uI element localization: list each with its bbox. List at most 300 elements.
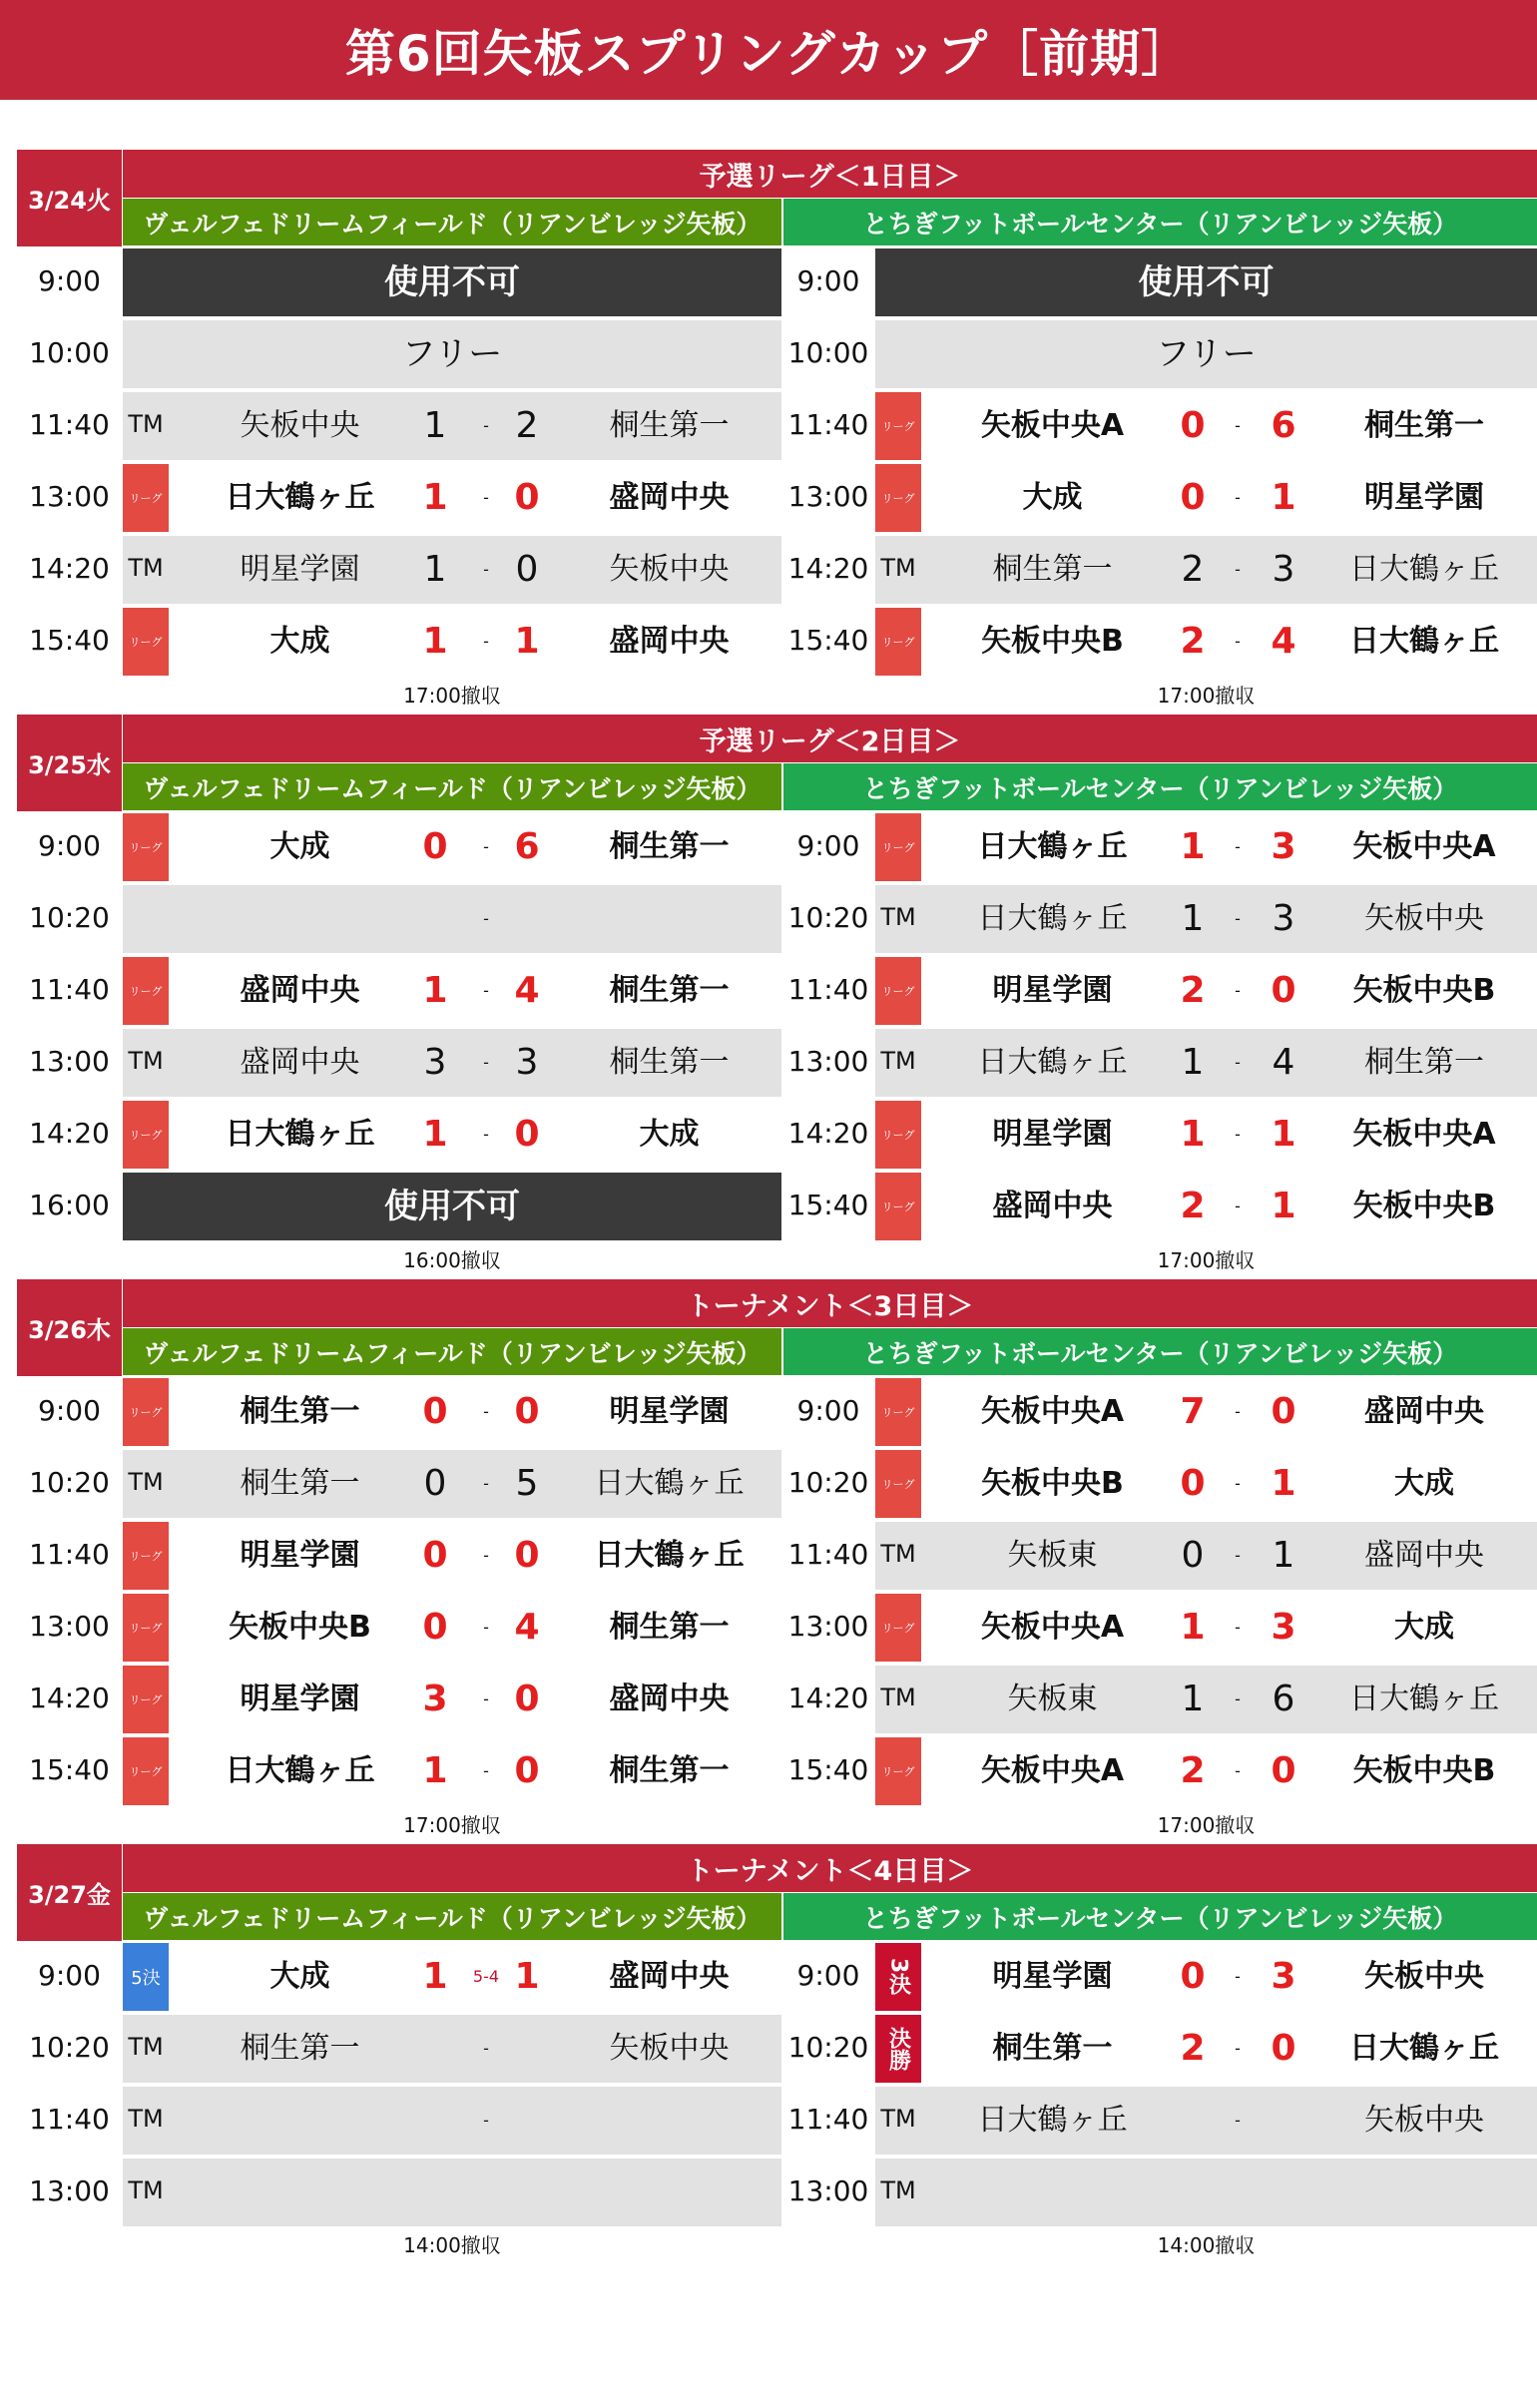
kickoff-time: 9:00 — [38, 264, 101, 297]
kickoff-time: 11:40 — [787, 408, 869, 441]
league-tag: リーグ — [875, 813, 921, 881]
score-separator: - — [1235, 2039, 1241, 2058]
match-row — [17, 2085, 1537, 2154]
match-row — [17, 534, 1537, 603]
match-row — [17, 883, 1537, 952]
home-score: 0 — [422, 1391, 448, 1432]
league-tag: リーグ — [875, 1378, 921, 1446]
away-team: 桐生第一 — [609, 829, 730, 864]
home-team: 矢板中央A — [980, 1753, 1125, 1788]
away-team: 明星学園 — [609, 1394, 730, 1429]
away-team: 明星学園 — [1364, 480, 1484, 515]
home-score: 0 — [1180, 1463, 1206, 1504]
match-row — [17, 1664, 1537, 1732]
day-block — [17, 715, 1537, 1278]
away-team: 大成 — [639, 1117, 700, 1152]
away-team: 矢板中央B — [1352, 1753, 1496, 1788]
score-separator: - — [483, 1618, 489, 1637]
score-separator: - — [1235, 1197, 1241, 1215]
away-score: 0 — [514, 1391, 540, 1432]
away-team: 盛岡中央 — [609, 1959, 730, 1994]
score-separator: - — [483, 488, 489, 507]
page-title: 第6回矢板スプリングカップ［前期］ — [0, 0, 1537, 100]
kickoff-time: 10:00 — [29, 336, 110, 369]
match-row — [17, 2013, 1537, 2082]
home-team: 日大鶴ヶ丘 — [977, 1045, 1128, 1080]
match-row — [17, 955, 1537, 1024]
away-team: 矢板中央 — [1364, 2103, 1484, 2138]
home-score: 2 — [1180, 2028, 1206, 2069]
score-separator: - — [1235, 1402, 1241, 1421]
league-tag: リーグ — [123, 1666, 169, 1733]
kickoff-time: 10:20 — [787, 1466, 869, 1499]
away-team: 盛岡中央 — [1364, 1538, 1484, 1573]
score-separator: - — [1235, 909, 1241, 928]
home-team: 日大鶴ヶ丘 — [977, 829, 1128, 864]
home-team: 日大鶴ヶ丘 — [977, 2103, 1128, 2138]
venue-header-1: ヴェルフェドリームフィールド（リアンビレッジ矢板） — [123, 199, 781, 245]
away-score: 3 — [1271, 826, 1296, 867]
kickoff-time: 10:00 — [787, 336, 869, 369]
match-type-tag: 3決 — [875, 1943, 921, 2011]
home-team: 日大鶴ヶ丘 — [977, 901, 1128, 936]
tm-mark: TM — [128, 1468, 164, 1496]
kickoff-time: 11:40 — [29, 1538, 110, 1571]
home-score: 1 — [1181, 1679, 1205, 1719]
kickoff-time: 9:00 — [38, 829, 101, 862]
kickoff-time: 14:20 — [29, 1682, 110, 1714]
home-score: 1 — [1180, 826, 1206, 867]
score-separator: - — [1235, 981, 1241, 1000]
kickoff-time: 13:00 — [787, 1045, 869, 1078]
home-team: 盛岡中央 — [992, 1189, 1113, 1223]
home-team: 明星学園 — [992, 1117, 1113, 1152]
kickoff-time: 13:00 — [787, 480, 869, 513]
away-score: 6 — [1271, 405, 1296, 446]
match-row — [17, 1941, 1537, 2010]
score-separator: - — [1235, 1125, 1241, 1144]
away-score: 0 — [514, 1114, 540, 1155]
kickoff-time: 13:00 — [787, 2174, 869, 2207]
kickoff-time: 15:40 — [29, 1753, 110, 1786]
home-score: 3 — [423, 1042, 447, 1083]
home-team: 矢板中央B — [229, 1610, 371, 1645]
kickoff-time: 13:00 — [29, 480, 110, 513]
venue-header-2: とちぎフットボールセンター（リアンビレッジ矢板） — [783, 763, 1537, 810]
match-row — [17, 390, 1537, 459]
close-time-note: 14:00撤収 — [403, 2233, 501, 2257]
league-tag: リーグ — [875, 1737, 921, 1805]
kickoff-time: 9:00 — [38, 1394, 101, 1427]
home-score: 1 — [1180, 1114, 1206, 1155]
home-team: 矢板中央A — [980, 408, 1125, 443]
unavailable-banner: 使用不可 — [384, 1187, 520, 1226]
score-separator: - — [1235, 1967, 1241, 1986]
free-banner: フリー — [1156, 334, 1257, 374]
tm-mark: TM — [880, 1684, 916, 1711]
away-score: 4 — [514, 1607, 540, 1648]
kickoff-time: 13:00 — [29, 1610, 110, 1643]
home-team: 矢板中央A — [980, 1394, 1125, 1429]
home-team: 大成 — [269, 1959, 330, 1994]
unavailable-banner: 使用不可 — [1138, 262, 1275, 302]
tm-mark: TM — [880, 903, 916, 931]
home-team: 矢板中央A — [980, 1610, 1125, 1645]
match-row — [17, 1735, 1537, 1804]
home-team: 日大鶴ヶ丘 — [225, 480, 375, 515]
away-score: 1 — [514, 621, 540, 662]
score-separator: - — [483, 909, 489, 928]
score-separator: - — [1235, 1761, 1241, 1780]
close-time-note: 17:00撤収 — [403, 684, 501, 708]
home-team: 大成 — [1022, 480, 1083, 515]
league-tag: リーグ — [123, 1594, 169, 1662]
home-team: 桐生第一 — [992, 2031, 1113, 2066]
home-score: 2 — [1181, 549, 1205, 590]
day-date: 3/27金 — [17, 1844, 122, 1941]
kickoff-time: 14:20 — [29, 1117, 110, 1150]
kickoff-time: 14:20 — [787, 1682, 869, 1714]
home-score: 1 — [422, 477, 448, 518]
day-date: 3/26木 — [17, 1279, 122, 1376]
score-separator: - — [483, 632, 489, 651]
home-team: 桐生第一 — [240, 2031, 360, 2066]
match-row — [17, 1520, 1537, 1589]
home-score: 1 — [423, 549, 447, 590]
home-score: 1 — [422, 1114, 448, 1155]
away-score: 0 — [1271, 1391, 1296, 1432]
league-tag: リーグ — [123, 813, 169, 881]
tm-mark: TM — [128, 2176, 164, 2204]
kickoff-time: 9:00 — [38, 1959, 101, 1992]
home-score: 0 — [1181, 1535, 1205, 1576]
tm-mark: TM — [880, 2176, 916, 2204]
home-score: 0 — [422, 1607, 448, 1648]
league-tag: リーグ — [123, 1522, 169, 1590]
home-score: 7 — [1180, 1391, 1206, 1432]
day-block — [17, 1279, 1537, 1843]
away-team: 大成 — [1394, 1610, 1454, 1645]
home-team: 大成 — [269, 624, 330, 659]
home-score: 0 — [422, 826, 448, 867]
away-team: 矢板中央A — [1352, 829, 1496, 864]
league-tag: リーグ — [875, 1594, 921, 1662]
league-tag: リーグ — [123, 957, 169, 1025]
away-score: 1 — [1272, 1535, 1295, 1576]
away-team: 盛岡中央 — [609, 624, 730, 659]
match-row — [17, 318, 1537, 387]
kickoff-time: 10:20 — [787, 2031, 869, 2064]
kickoff-time: 14:20 — [787, 552, 869, 585]
kickoff-time: 11:40 — [787, 2103, 869, 2136]
score-separator: - — [483, 1125, 489, 1144]
match-row — [17, 462, 1537, 531]
away-score: 1 — [1271, 1463, 1296, 1504]
tm-mark: TM — [128, 554, 164, 582]
day-date: 3/24火 — [17, 150, 122, 246]
stage-title: トーナメント＜3日目＞ — [123, 1279, 1537, 1327]
score-separator: - — [1235, 1689, 1241, 1708]
venue-header-2: とちぎフットボールセンター（リアンビレッジ矢板） — [783, 199, 1537, 245]
league-tag: リーグ — [123, 1378, 169, 1446]
kickoff-time: 14:20 — [29, 552, 110, 585]
home-team: 明星学園 — [992, 1959, 1113, 1994]
kickoff-time: 10:20 — [787, 901, 869, 934]
away-team: 矢板中央 — [1364, 1959, 1484, 1994]
close-time-note: 17:00撤収 — [1157, 1813, 1256, 1837]
away-score: 0 — [514, 477, 540, 518]
away-score: 3 — [1271, 1956, 1296, 1997]
close-time-note: 14:00撤収 — [1157, 2233, 1256, 2257]
kickoff-time: 11:40 — [29, 973, 110, 1006]
home-score: 2 — [1180, 1186, 1206, 1226]
away-score: 4 — [1271, 621, 1296, 662]
home-score: 3 — [422, 1679, 448, 1719]
home-team: 明星学園 — [240, 1538, 360, 1573]
venue-header-1: ヴェルフェドリームフィールド（リアンビレッジ矢板） — [123, 1893, 781, 1940]
home-score: 2 — [1180, 1750, 1206, 1791]
kickoff-time: 9:00 — [796, 1394, 860, 1427]
home-score: 1 — [422, 621, 448, 662]
home-team: 矢板東 — [1007, 1682, 1098, 1716]
match-row — [17, 1099, 1537, 1168]
away-team: 日大鶴ヶ丘 — [1349, 1682, 1499, 1716]
score-separator: - — [483, 2111, 489, 2130]
score-separator: - — [483, 837, 489, 856]
match-type-tag: 5決 — [123, 1943, 169, 2011]
home-score: 0 — [1180, 1956, 1206, 1997]
tm-mark: TM — [880, 1540, 916, 1568]
free-banner: フリー — [401, 334, 503, 374]
league-tag: リーグ — [875, 608, 921, 676]
venue-header-1: ヴェルフェドリームフィールド（リアンビレッジ矢板） — [123, 1328, 781, 1375]
home-score: 0 — [422, 1535, 448, 1576]
away-score: 6 — [1272, 1679, 1295, 1719]
match-type-tag: 決勝 — [875, 2015, 921, 2083]
close-time-note: 17:00撤収 — [1157, 1248, 1256, 1272]
score-separator: - — [1235, 488, 1241, 507]
venue-header-1: ヴェルフェドリームフィールド（リアンビレッジ矢板） — [123, 763, 781, 810]
kickoff-time: 16:00 — [29, 1189, 110, 1221]
score-separator: - — [483, 1053, 489, 1072]
kickoff-time: 15:40 — [787, 1753, 869, 1786]
home-team: 盛岡中央 — [240, 973, 360, 1008]
venue-header-2: とちぎフットボールセンター（リアンビレッジ矢板） — [783, 1328, 1537, 1375]
stage-title: 予選リーグ＜1日目＞ — [123, 150, 1537, 198]
score-separator: - — [1235, 1546, 1241, 1565]
tm-mark: TM — [128, 2033, 164, 2061]
home-team: 明星学園 — [240, 1682, 360, 1716]
kickoff-time: 10:20 — [29, 1466, 110, 1499]
away-team: 桐生第一 — [609, 408, 730, 443]
league-tag: リーグ — [123, 1737, 169, 1805]
league-tag: リーグ — [875, 1101, 921, 1169]
kickoff-time: 11:40 — [787, 1538, 869, 1571]
score-separator: - — [1235, 2111, 1241, 2130]
away-team: 矢板中央B — [1352, 1189, 1496, 1223]
match-row — [17, 1171, 1537, 1239]
away-score: 0 — [514, 1750, 540, 1791]
score-separator: - — [483, 2039, 489, 2058]
league-tag: リーグ — [123, 464, 169, 532]
pk-score: 5-4 — [472, 1967, 500, 1986]
away-team: 矢板中央 — [609, 2031, 730, 2066]
home-team: 矢板中央B — [981, 1466, 1124, 1501]
score-separator: - — [1235, 632, 1241, 651]
kickoff-time: 13:00 — [787, 1610, 869, 1643]
close-time-note: 17:00撤収 — [1157, 684, 1256, 708]
tm-mark: TM — [128, 410, 164, 438]
venue-header-2: とちぎフットボールセンター（リアンビレッジ矢板） — [783, 1893, 1537, 1940]
score-separator: - — [1235, 1053, 1241, 1072]
home-team: 明星学園 — [992, 973, 1113, 1008]
tm-mark: TM — [880, 554, 916, 582]
away-score: 2 — [515, 405, 539, 446]
away-team: 大成 — [1394, 1466, 1454, 1501]
score-separator: - — [483, 1546, 489, 1565]
away-team: 日大鶴ヶ丘 — [1349, 2031, 1499, 2066]
score-separator: - — [483, 981, 489, 1000]
home-score: 1 — [1181, 898, 1205, 939]
home-score: 1 — [422, 1956, 448, 1997]
unavailable-banner: 使用不可 — [384, 262, 520, 302]
away-team: 桐生第一 — [609, 1753, 730, 1788]
score-separator: - — [483, 1402, 489, 1421]
score-separator: - — [483, 1761, 489, 1780]
home-team: 日大鶴ヶ丘 — [225, 1117, 375, 1152]
away-score: 0 — [1271, 1750, 1296, 1791]
stage-title: 予選リーグ＜2日目＞ — [123, 715, 1537, 762]
kickoff-time: 11:40 — [29, 408, 110, 441]
away-score: 0 — [1271, 2028, 1296, 2069]
away-team: 桐生第一 — [609, 1610, 730, 1645]
away-team: 日大鶴ヶ丘 — [594, 1538, 745, 1573]
home-team: 桐生第一 — [992, 552, 1113, 587]
day-date: 3/25水 — [17, 715, 122, 811]
tm-mark: TM — [880, 1047, 916, 1075]
away-team: 盛岡中央 — [1364, 1394, 1484, 1429]
home-team: 桐生第一 — [240, 1466, 360, 1501]
close-time-note: 17:00撤収 — [403, 1813, 501, 1837]
away-score: 1 — [1271, 477, 1296, 518]
home-score: 2 — [1180, 970, 1206, 1011]
home-score: 1 — [1180, 1607, 1206, 1648]
score-separator: - — [483, 560, 489, 579]
away-score: 0 — [514, 1535, 540, 1576]
home-team: 矢板中央B — [981, 624, 1124, 659]
match-row — [17, 2157, 1537, 2225]
home-score: 1 — [423, 405, 447, 446]
away-score: 0 — [515, 549, 539, 590]
home-team: 桐生第一 — [240, 1394, 360, 1429]
away-score: 4 — [1272, 1042, 1295, 1083]
away-score: 3 — [1272, 898, 1295, 939]
match-row — [17, 246, 1537, 315]
home-team: 大成 — [269, 829, 330, 864]
away-score: 3 — [1271, 1607, 1296, 1648]
tm-mark: TM — [880, 2105, 916, 2133]
away-team: 矢板中央B — [1352, 973, 1496, 1008]
league-tag: リーグ — [875, 464, 921, 532]
kickoff-time: 13:00 — [29, 1045, 110, 1078]
home-team: 盛岡中央 — [240, 1045, 360, 1080]
home-score: 1 — [422, 1750, 448, 1791]
match-row — [17, 1448, 1537, 1517]
league-tag: リーグ — [875, 1173, 921, 1240]
league-tag: リーグ — [875, 392, 921, 460]
away-team: 桐生第一 — [609, 1045, 730, 1080]
league-tag: リーグ — [875, 1450, 921, 1518]
kickoff-time: 14:20 — [787, 1117, 869, 1150]
league-tag: リーグ — [123, 1101, 169, 1169]
home-team: 矢板中央 — [240, 408, 360, 443]
league-tag: リーグ — [123, 608, 169, 676]
home-score: 0 — [1180, 477, 1206, 518]
match-row — [17, 1027, 1537, 1096]
home-team: 日大鶴ヶ丘 — [225, 1753, 375, 1788]
away-team: 日大鶴ヶ丘 — [594, 1466, 745, 1501]
score-separator: - — [483, 416, 489, 435]
match-row — [17, 606, 1537, 675]
tm-mark: TM — [128, 2105, 164, 2133]
kickoff-time: 9:00 — [796, 829, 860, 862]
score-separator: - — [1235, 1618, 1241, 1637]
home-score: 0 — [1180, 405, 1206, 446]
home-team: 明星学園 — [240, 552, 360, 587]
league-tag: リーグ — [875, 957, 921, 1025]
home-score: 1 — [1181, 1042, 1205, 1083]
away-score: 1 — [514, 1956, 540, 1997]
kickoff-time: 11:40 — [29, 2103, 110, 2136]
away-score: 6 — [514, 826, 540, 867]
stage-title: トーナメント＜4日目＞ — [123, 1844, 1537, 1892]
close-time-note: 16:00撤収 — [403, 1248, 501, 1272]
away-score: 3 — [515, 1042, 539, 1083]
home-score: 0 — [423, 1463, 447, 1504]
kickoff-time: 13:00 — [29, 2174, 110, 2207]
away-score: 5 — [515, 1463, 539, 1504]
kickoff-time: 9:00 — [796, 264, 860, 297]
away-score: 0 — [1271, 970, 1296, 1011]
away-team: 日大鶴ヶ丘 — [1349, 552, 1499, 587]
day-block — [17, 150, 1537, 714]
match-row — [17, 811, 1537, 880]
away-score: 4 — [514, 970, 540, 1011]
away-score — [1259, 2087, 1308, 2155]
away-team: 桐生第一 — [1364, 1045, 1484, 1080]
away-score: 1 — [1271, 1114, 1296, 1155]
away-team: 日大鶴ヶ丘 — [1349, 624, 1499, 659]
kickoff-time: 15:40 — [787, 624, 869, 657]
away-team: 桐生第一 — [609, 973, 730, 1008]
kickoff-time: 15:40 — [29, 624, 110, 657]
away-team: 矢板中央 — [1364, 901, 1484, 936]
away-team: 桐生第一 — [1364, 408, 1484, 443]
score-separator: - — [1235, 1474, 1241, 1493]
away-team: 盛岡中央 — [609, 1682, 730, 1716]
kickoff-time: 9:00 — [796, 1959, 860, 1992]
home-score: 2 — [1180, 621, 1206, 662]
kickoff-time: 15:40 — [787, 1189, 869, 1221]
kickoff-time: 11:40 — [787, 973, 869, 1006]
kickoff-time: 10:20 — [29, 901, 110, 934]
row-background — [875, 2159, 1537, 2226]
away-team: 矢板中央 — [609, 552, 730, 587]
away-score: 0 — [514, 1679, 540, 1719]
score-separator: - — [1235, 837, 1241, 856]
away-team: 矢板中央A — [1352, 1117, 1496, 1152]
away-score: 1 — [1271, 1186, 1296, 1226]
